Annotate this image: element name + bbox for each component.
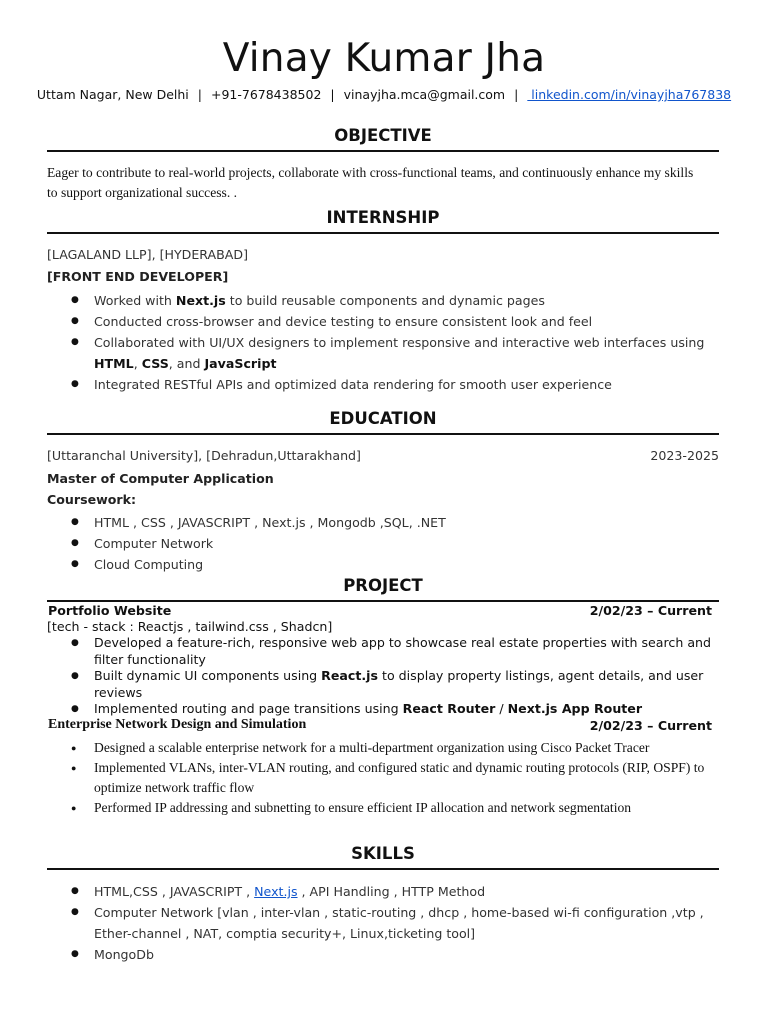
section-title-education: EDUCATION: [329, 409, 437, 428]
list-item: ● HTML , CSS , JAVASCRIPT , Next.js , Mongodb ,SQL, .NET: [47, 512, 719, 533]
education-institution: [Uttaranchal University], [Dehradun,Uttarakhand]: [47, 448, 361, 463]
internship-role: [FRONT END DEVELOPER]: [47, 269, 229, 284]
objective-text: Eager to contribute to real-world projects, collaborate with cross-functional teams, and continuously enhance my skills to support organizational success. .: [47, 165, 694, 200]
nextjs-link[interactable]: Next.js: [254, 884, 298, 899]
internship-company: [LAGALAND LLP], [HYDERABAD]: [47, 247, 249, 262]
email[interactable]: vinayjha.mca@gmail.com: [343, 87, 506, 102]
list-item: ● Cloud Computing: [47, 554, 719, 575]
candidate-name: Vinay Kumar Jha: [222, 36, 546, 81]
list-item: ● Developed a feature-rich, responsive web app to showcase real estate properties with search and filter functionality: [47, 635, 719, 668]
section-title-internship: INTERNSHIP: [326, 208, 440, 227]
section-divider: [47, 433, 719, 435]
list-item: ● Built dynamic UI components using React.js to display property listings, agent details, and user reviews: [47, 668, 719, 701]
coursework-list: [47, 512, 719, 575]
project-title: Portfolio Website: [48, 603, 172, 618]
list-item: ● Conducted cross-browser and device testing to ensure consistent look and feel: [47, 311, 719, 332]
linkedin-link[interactable]: linkedin.com/in/vinayjha767838: [527, 87, 732, 102]
section-divider: [47, 600, 719, 602]
section-title-skills: SKILLS: [351, 844, 415, 863]
list-item: ● Computer Network [vlan , inter-vlan , static-routing , dhcp , home-based wi-fi configuration ,vtp , Ether-channel , NAT, comptia security+, Linux,ticketing tool]: [47, 902, 719, 944]
separator: |: [330, 87, 335, 102]
list-item: ● Implemented VLANs, inter-VLAN routing, and configured static and dynamic routing protocols (RIP, OSPF) to optimize network traffic flow: [47, 758, 719, 798]
project-bullets: [47, 738, 719, 818]
list-item: ● HTML,CSS , JAVASCRIPT , Next.js , API Handling , HTTP Method: [47, 881, 719, 902]
education-years: 2023-2025: [650, 448, 719, 463]
list-item: ● Performed IP addressing and subnetting to ensure efficient IP allocation and network segmentation: [47, 798, 719, 818]
internship-bullets: [47, 290, 719, 395]
education-degree: Master of Computer Application: [47, 471, 274, 486]
project-title: Enterprise Network Design and Simulation: [48, 717, 307, 732]
list-item: ● Worked with Next.js to build reusable components and dynamic pages: [47, 290, 719, 311]
project-date: 2/02/23 – Current: [589, 603, 712, 618]
project-date: 2/02/23 – Current: [589, 718, 712, 733]
project-bullets: [47, 635, 719, 718]
separator: |: [197, 87, 202, 102]
list-item: ● Computer Network: [47, 533, 719, 554]
list-item: ● Designed a scalable enterprise network for a multi-department organization using Cisco Packet Tracer: [47, 738, 719, 758]
list-item: ● Collaborated with UI/UX designers to implement responsive and interactive web interfaces using HTML, CSS, and JavaScript: [47, 332, 719, 374]
section-divider: [47, 150, 719, 152]
coursework-label: Coursework:: [47, 492, 137, 507]
list-item: ● MongoDb: [47, 944, 719, 965]
project-stack: [tech - stack : Reactjs , tailwind.css , Shadcn]: [47, 619, 333, 634]
skills-list: [47, 881, 719, 965]
section-divider: [47, 232, 719, 234]
location: Uttam Nagar, New Delhi: [36, 87, 189, 102]
list-item: ● Integrated RESTful APIs and optimized data rendering for smooth user experience: [47, 374, 719, 395]
list-item: ● Implemented routing and page transitions using React Router / Next.js App Router: [47, 701, 719, 718]
phone: +91-7678438502: [210, 87, 322, 102]
section-divider: [47, 868, 719, 870]
section-title-project: PROJECT: [343, 576, 423, 595]
contact-line: [0, 87, 768, 102]
section-title-objective: OBJECTIVE: [334, 126, 432, 145]
separator: |: [514, 87, 519, 102]
